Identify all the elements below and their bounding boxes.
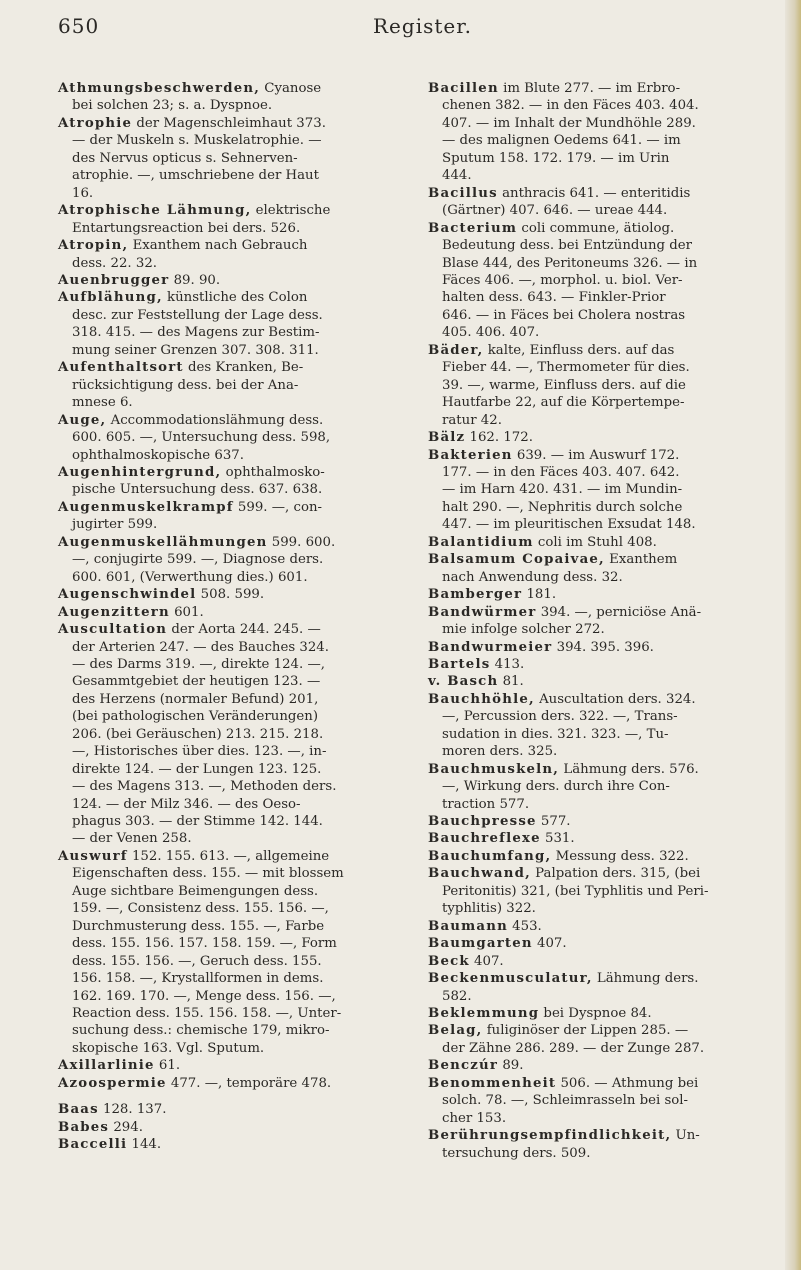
entry-headword: Bacillus <box>428 185 498 201</box>
entry-headword: Bamberger <box>428 587 523 603</box>
entry-text: 601. <box>169 604 204 620</box>
entry-text: fuliginöser der Lippen 285. — der Zähne 286. 289. — der Zunge 287. <box>442 1023 705 1056</box>
index-entry <box>58 237 418 272</box>
entry-text: ophthalmosko- pische Untersuchung dess. 637. 638. <box>72 464 325 498</box>
index-entry <box>58 534 418 586</box>
entry-text: 577. <box>536 814 571 830</box>
entry-headword: Athmungsbeschwerden, <box>58 81 261 96</box>
entry-text: 453. <box>507 918 542 934</box>
entry-text: Palpation ders. 315, (bei Peritonitis) 321, (bei Typhlitis und Peri- typhlitis) 322. <box>442 866 709 917</box>
index-entry <box>58 848 418 1057</box>
entry-headword: Beck <box>428 953 470 969</box>
entry-headword: Benommenheit <box>428 1075 557 1091</box>
index-entry <box>428 953 772 970</box>
entry-headword: Bauchreflexe <box>428 831 541 847</box>
index-entry <box>58 586 418 603</box>
page-number: 650 <box>58 14 100 38</box>
index-entry <box>58 289 418 359</box>
index-entry <box>428 830 772 847</box>
entry-headword: Bacterium <box>428 220 518 236</box>
entry-headword: Babes <box>58 1119 110 1135</box>
entry-text: 506. — Athmung bei solch. 78. —, Schleimrasseln bei sol- cher 153. <box>442 1075 699 1126</box>
entry-text: 531. <box>540 831 575 847</box>
index-entry <box>58 1101 418 1118</box>
index-entry <box>58 499 418 534</box>
entry-headword: Bauchhöhle, <box>428 691 535 707</box>
entry-text: 144. <box>127 1137 162 1153</box>
entry-text: 152. 155. 613. —, allgemeine Eigenschaften dess. 155. — mit blossem Auge sichtbare Beimengungen dess. 159. —, Consistenz dess. 155. 156. —, Durchmusterung dess. 155. —, Farbe dess. 155. 156. 157. 158. 159. —, Form dess. 155. 156. —, Geruch dess. 155. 156. 158. —, Krystallformen in dems. 162. 169. 170. —, Menge dess. 156. —, Reaction dess. 155. 156. 158. —, Unter- suchung dess.: chemische 179, mikro- skopische 163. Vgl. Sputum. <box>72 848 344 1056</box>
entry-headword: Bauchwand, <box>428 866 531 882</box>
index-entry <box>428 1127 772 1162</box>
entry-text: 407. <box>469 953 504 969</box>
entry-headword: Benczúr <box>428 1058 499 1074</box>
entry-headword: Bauchumfang, <box>428 848 552 864</box>
index-entry <box>428 534 772 551</box>
entry-text: 61. <box>154 1058 181 1074</box>
entry-headword: Baumgarten <box>428 936 533 952</box>
entry-text: 599. 600. —, conjugirte 599. —, Diagnose ders. 600. 601, (Verwerthung dies.) 601. <box>72 534 336 585</box>
index-entry <box>428 691 772 761</box>
entry-text: kalte, Einfluss ders. auf das Fieber 44. —, Thermometer für dies. 39. —, warme, Einfluss ders. auf die Hautfarbe 22, auf die Körpertempe- ratur 42. <box>442 342 690 428</box>
index-entry <box>428 604 772 639</box>
entry-text: elektrische Entartungsreaction bei ders. 526. <box>72 203 331 236</box>
entry-text: 294. <box>109 1119 143 1135</box>
index-entry <box>428 935 772 952</box>
index-entry <box>58 80 418 115</box>
entry-text: Cyanose bei solchen 23; s. a. Dyspnoe. <box>72 81 322 114</box>
entry-text: des Kranken, Be- rücksichtigung dess. bei der Ana- mnese 6. <box>72 360 304 411</box>
entry-headword: Beklemmung <box>428 1006 540 1022</box>
entry-headword: Auge, <box>58 412 107 428</box>
index-entry <box>428 1005 772 1022</box>
index-entry <box>428 1022 772 1057</box>
index-entry <box>58 1057 418 1074</box>
entry-text: 477. —, temporäre 478. <box>166 1075 332 1091</box>
index-entry <box>428 865 772 917</box>
index-entry <box>58 464 418 499</box>
index-entry <box>428 342 772 429</box>
index-entry <box>428 447 772 534</box>
entry-headword: Auswurf <box>58 848 128 864</box>
entry-headword: Auenbrugger <box>58 272 170 288</box>
index-entry <box>428 813 772 830</box>
entry-text: der Aorta 244. 245. — der Arterien 247. — des Bauches 324. — des Darms 319. —, direkte 124. —, Gesammtgebiet der heutigen 123. — des Herzens (normaler Befund) 201, (bei pathologischen Veränderungen) 206. (bei Geräuschen) 213. 215. 218. —, Historisches über dies. 123. —, in- direkte 124. — der Lungen 123. 125. — des Magens 313. —, Methoden ders. 124. — der Milz 346. — des Oeso- phagus 303. — der Stimme 142. 144. — der Venen 258. <box>72 622 337 847</box>
index-entry <box>428 673 772 690</box>
entry-text: coli im Stuhl 408. <box>533 534 657 550</box>
entry-headword: Bakterien <box>428 447 513 463</box>
entry-headword: Auscultation <box>58 622 168 638</box>
entry-text: Auscultation ders. 324. —, Percussion ders. 322. —, Trans- sudation in dies. 321. 323. —, Tu- moren ders. 325. <box>442 691 696 760</box>
entry-text: anthracis 641. — enteritidis (Gärtner) 407. 646. — ureae 444. <box>442 185 691 219</box>
entry-headword: Bandwürmer <box>428 604 537 620</box>
index-entry <box>428 918 772 935</box>
running-title: Register. <box>373 14 472 38</box>
entry-headword: Bacillen <box>428 81 499 96</box>
entry-headword: Augenmuskelkrampf <box>58 499 234 515</box>
index-entry <box>58 359 418 411</box>
entry-headword: Belag, <box>428 1023 483 1039</box>
index-entry <box>58 412 418 464</box>
index-entry <box>428 656 772 673</box>
index-entry <box>428 848 772 865</box>
entry-headword: Baas <box>58 1102 99 1118</box>
entry-text: 407. <box>532 936 567 952</box>
index-entry <box>428 429 772 446</box>
entry-text: Exanthem nach Gebrauch dess. 22. 32. <box>72 238 308 271</box>
entry-text: Exanthem nach Anwendung dess. 32. <box>442 552 678 585</box>
entry-text: 639. — im Auswurf 172. 177. — in den Fäces 403. 407. 642. — im Harn 420. 431. — im Mundin- halt 290. —, Nephritis durch solche 447. — im pleuritischen Exsudat 148. <box>442 447 696 533</box>
entry-text: künstliche des Colon desc. zur Feststellung der Lage dess. 318. 415. — des Magens zur Bestim- mung seiner Grenzen 307. 308. 311. <box>72 290 323 358</box>
index-entry <box>428 185 772 220</box>
index-entry <box>58 1119 418 1136</box>
entry-headword: Balsamum Copaivae, <box>428 552 605 568</box>
entry-headword: Baccelli <box>58 1137 128 1153</box>
entry-text: 162. 172. <box>465 430 533 446</box>
entry-headword: Atrophische Lähmung, <box>58 203 252 219</box>
entry-headword: Atrophie <box>58 115 133 131</box>
entry-text: 394. 395. 396. <box>552 639 654 655</box>
entry-headword: Augenzittern <box>58 604 170 620</box>
index-entry <box>428 970 772 1005</box>
entry-text: 413. <box>490 656 525 672</box>
index-entry <box>58 115 418 202</box>
entry-text: Lähmung ders. 582. <box>442 971 699 1004</box>
entry-headword: Baumann <box>428 918 508 934</box>
index-entry <box>428 1075 772 1127</box>
index-entry <box>58 1136 418 1153</box>
index-entry <box>58 202 418 237</box>
entry-headword: Azoospermie <box>58 1075 167 1091</box>
entry-headword: Bauchmuskeln, <box>428 761 560 777</box>
index-entry <box>58 604 418 621</box>
entry-headword: Aufblähung, <box>58 290 163 306</box>
entry-text: Lähmung ders. 576. —, Wirkung ders. durch ihre Con- traction 577. <box>442 761 699 812</box>
entry-text: 89. 90. <box>169 272 221 288</box>
entry-headword: Atropin, <box>58 238 129 254</box>
index-entry <box>428 551 772 586</box>
index-entry <box>428 761 772 813</box>
entry-headword: Bauchpresse <box>428 814 537 830</box>
entry-headword: Augenhintergrund, <box>58 464 222 480</box>
right-column <box>428 80 772 1162</box>
entry-text: 508. 599. <box>196 587 265 603</box>
entry-text: der Magenschleimhaut 373. — der Muskeln s. Muskelatrophie. — des Nervus opticus s. Sehnerven- atrophie. —, umschriebene der Haut 16. <box>72 115 326 201</box>
index-entry <box>58 1075 418 1092</box>
entry-text: im Blute 277. — im Erbro- chenen 382. — in den Fäces 403. 404. 407. — im Inhalt der Mundhöhle 289. — des malignen Oedems 641. — im Sputum 158. 172. 179. — im Urin 444. <box>442 81 699 184</box>
entry-text: Un- tersuchung ders. 509. <box>442 1128 700 1161</box>
entry-text: Accommodationslähmung dess. 600. 605. —, Untersuchung dess. 598, ophthalmoskopische 637. <box>72 412 331 463</box>
entry-headword: v. Basch <box>428 674 499 690</box>
entry-text: Messung dess. 322. <box>551 848 689 864</box>
index-entry <box>428 586 772 603</box>
entry-headword: Balantidium <box>428 534 534 550</box>
entry-headword: Berührungsempfindlichkeit, <box>428 1128 672 1144</box>
index-entry <box>428 220 772 342</box>
entry-headword: Augenmuskellähmungen <box>58 534 268 550</box>
index-entry <box>428 80 772 185</box>
entry-headword: Augenschwindel <box>58 587 197 603</box>
entry-headword: Bandwurmeier <box>428 639 553 655</box>
entry-text: 394. —, perniciöse Anä- mie infolge solcher 272. <box>442 604 702 638</box>
index-entry <box>428 1057 772 1074</box>
entry-headword: Bartels <box>428 656 491 672</box>
entry-headword: Axillarlinie <box>58 1058 155 1074</box>
entry-text: bei Dyspnoe 84. <box>539 1006 652 1022</box>
entry-text: 128. 137. <box>98 1102 167 1118</box>
entry-text: 81. <box>498 674 524 690</box>
entry-text: coli commune, ätiolog. Bedeutung dess. bei Entzündung der Blase 444, des Peritoneums 326. — in Fäces 406. —, morphol. u. biol. Ver- halten dess. 643. — Finkler-Prior 646. — in Fäces bei Cholera nostras 405. 406. 407. <box>442 220 698 341</box>
index-entry <box>58 621 418 848</box>
page-header <box>0 14 801 44</box>
entry-headword: Bäder, <box>428 342 484 358</box>
entry-headword: Aufenthaltsort <box>58 360 184 376</box>
entry-text: 181. <box>522 587 557 603</box>
entry-text: 599. —, con- jugirter 599. <box>72 499 323 533</box>
index-entry <box>428 639 772 656</box>
page-edge <box>785 0 801 1270</box>
entry-headword: Beckenmusculatur, <box>428 971 593 987</box>
left-column <box>58 80 418 1154</box>
entry-text: 89. <box>498 1058 524 1074</box>
index-entry <box>58 272 418 289</box>
entry-headword: Bälz <box>428 430 466 446</box>
